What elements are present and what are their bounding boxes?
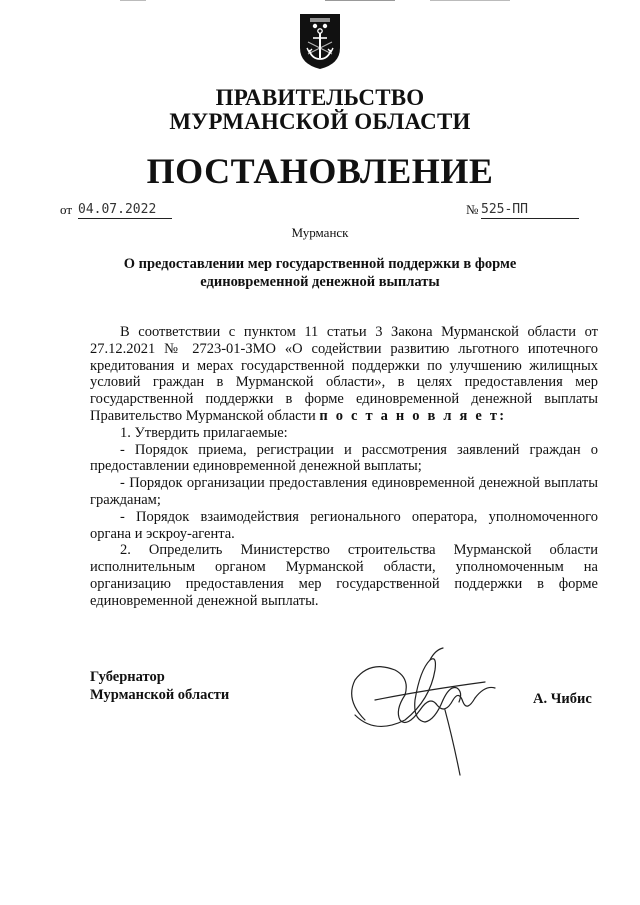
- number-field: [481, 200, 579, 219]
- body-paragraph-procedure-1: - Порядок приема, регистрации и рассмотрения заявлений граждан о предоставлении единовременной денежной выплаты;: [90, 441, 598, 475]
- scan-mark: [430, 0, 510, 3]
- org-name-line2: МУРМАНСКОЙ ОБЛАСТИ: [169, 109, 471, 134]
- number-prefix: №: [466, 202, 479, 217]
- document-type: ПОСТАНОВЛЕНИЕ: [146, 151, 494, 191]
- signatory-position: [90, 668, 229, 704]
- resolves-word: п о с т а н о в л я е т:: [319, 407, 507, 424]
- signature-icon: [335, 640, 525, 780]
- position-line1: Губернатор: [90, 669, 165, 685]
- title-line2: единовременной денежной выплаты: [200, 274, 440, 290]
- body-paragraph-procedure-2: - Порядок организации предоставления единовременной денежной выплаты гражданам;: [90, 475, 598, 508]
- number-value: 525-ПП: [481, 202, 528, 217]
- signatory-name: А. Чибис: [533, 691, 592, 707]
- scan-mark: [325, 0, 395, 3]
- org-name-line1: ПРАВИТЕЛЬСТВО: [215, 85, 425, 110]
- body-paragraph-approve: 1. Утвердить прилагаемые:: [120, 424, 288, 441]
- date-field: [78, 200, 172, 219]
- body-paragraph-determine: 2. Определить Министерство строительства Мурманской области исполнительным органом Мурманской области, уполномоченным на организацию предоставления мер государственной поддержки в форме единовременной денежной выплаты.: [90, 542, 598, 609]
- preamble-text: В соответствии с пунктом 11 статьи 3 Закона Мурманской области от 27.12.2021 № 2723-01-ЗМО «О содействии развитию льготного ипотечного кредитования и мерах государственной поддержки по улучшению жилищных условий граждан в Мурманской области», в целях предоставления мер государственной поддержки в форме единовременной денежной выплаты Правительство Мурманской области: [90, 324, 598, 424]
- scan-mark: [120, 0, 146, 3]
- document-title: [0, 255, 640, 291]
- body-paragraph-preamble: [90, 324, 598, 425]
- position-line2: Мурманской области: [90, 687, 230, 703]
- body-paragraph-procedure-3: - Порядок взаимодействия регионального оператора, уполномоченного органа и эскроу-агента.: [90, 508, 598, 542]
- date-prefix: от: [60, 202, 73, 217]
- document-body: [90, 324, 598, 610]
- city: Мурманск: [291, 225, 349, 240]
- date-value: 04.07.2022: [78, 202, 157, 217]
- coat-of-arms-icon: [298, 12, 342, 70]
- title-line1: О предоставлении мер государственной поддержки в форме: [123, 256, 517, 272]
